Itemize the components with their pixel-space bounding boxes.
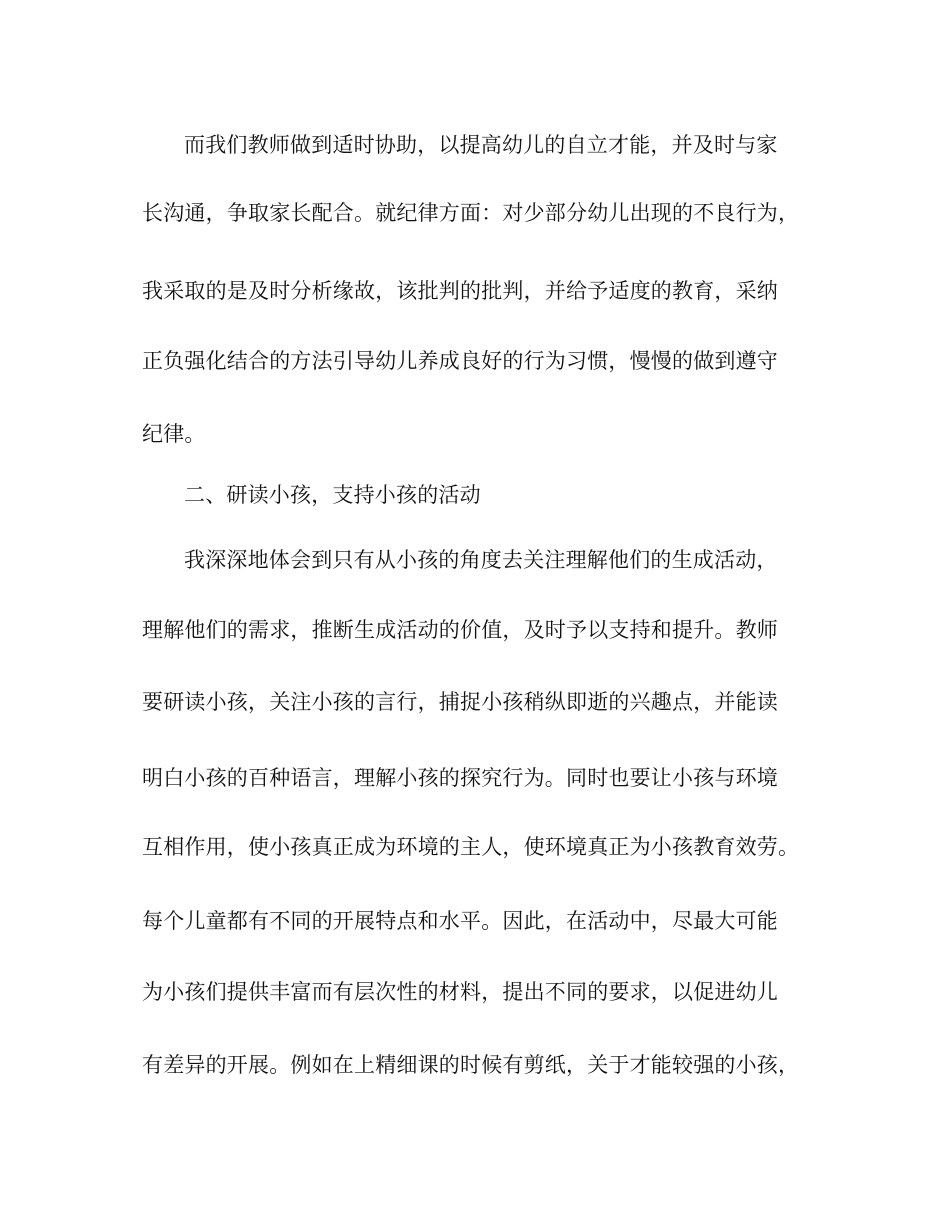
paragraph-line: 正负强化结合的方法引导幼儿养成良好的行为习惯，慢慢的做到遵守 xyxy=(142,349,778,373)
paragraph-line: 理解他们的需求，推断生成活动的价值，及时予以支持和提升。教师 xyxy=(142,618,778,642)
section-heading: 二、研读小孩，支持小孩的活动 xyxy=(184,483,481,507)
paragraph-line: 有差异的开展。例如在上精细课的时候有剪纸，关于才能较强的小孩， xyxy=(142,1053,800,1077)
paragraph-line: 我深深地体会到只有从小孩的角度去关注理解他们的生成活动， xyxy=(184,548,778,572)
paragraph-line: 为小孩们提供丰富而有层次性的材料，提出不同的要求，以促进幼儿 xyxy=(142,980,778,1004)
paragraph-line: 互相作用，使小孩真正成为环境的主人，使环境真正为小孩教育效劳。 xyxy=(142,835,800,859)
paragraph-line: 而我们教师做到适时协助，以提高幼儿的自立才能，并及时与家 xyxy=(184,133,778,157)
paragraph-line: 长沟通，争取家长配合。就纪律方面：对少部分幼儿出现的不良行为， xyxy=(142,201,800,225)
paragraph-line: 每个儿童都有不同的开展特点和水平。因此，在活动中，尽最大可能 xyxy=(142,909,778,933)
paragraph-line: 明白小孩的百种语言，理解小孩的探究行为。同时也要让小孩与环境 xyxy=(142,766,778,790)
paragraph-line: 我采取的是及时分析缘故，该批判的批判，并给予适度的教育，采纳 xyxy=(142,279,778,303)
paragraph-line: 要研读小孩，关注小孩的言行，捕捉小孩稍纵即逝的兴趣点，并能读 xyxy=(142,690,778,714)
paragraph-line: 纪律。 xyxy=(142,422,206,446)
